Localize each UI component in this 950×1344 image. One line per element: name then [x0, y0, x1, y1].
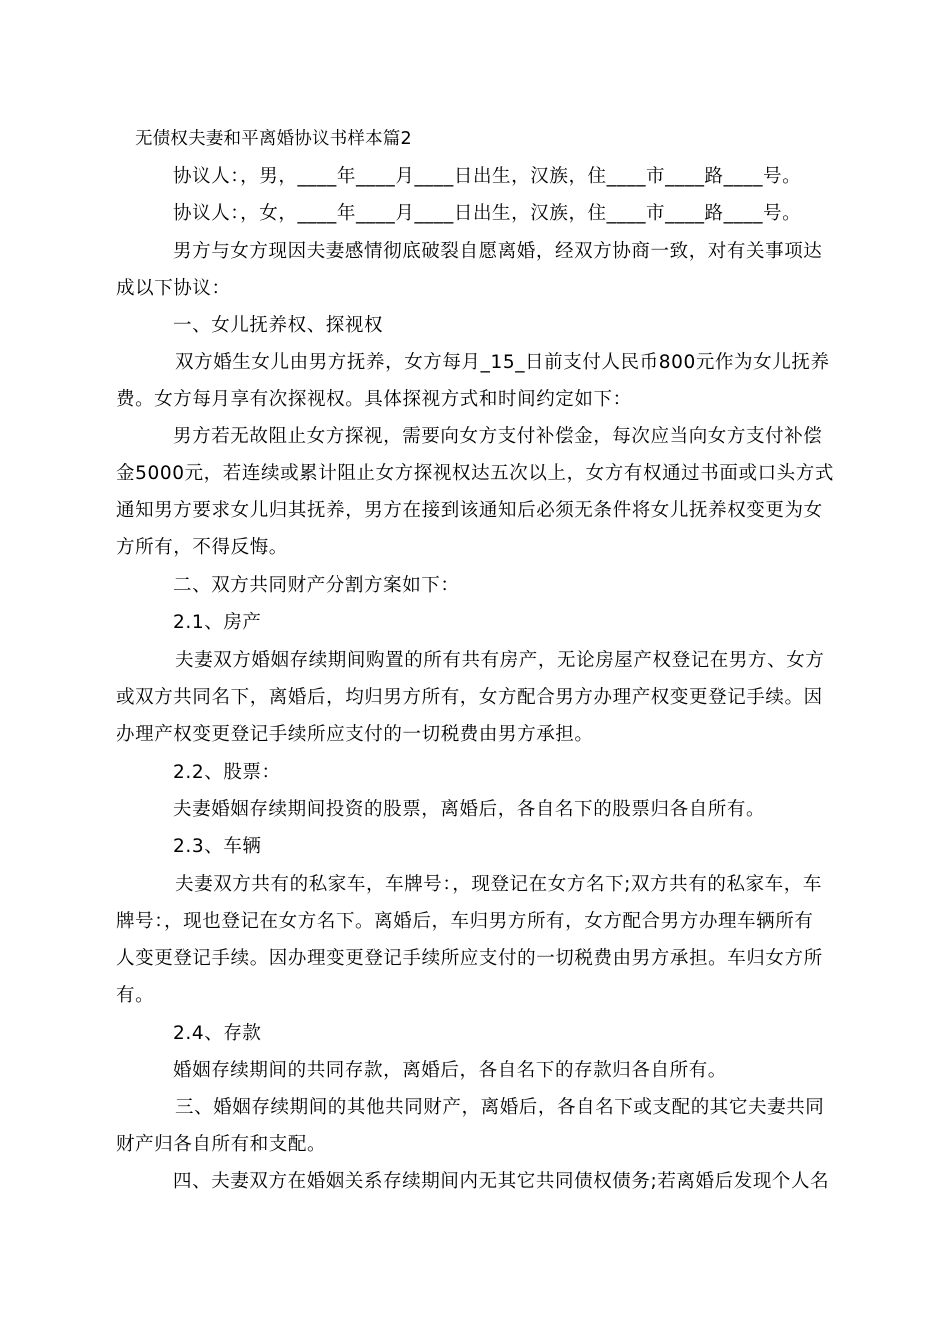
paragraph-line: 夫妻双方婚姻存续期间购置的所有共有房产，无论房屋产权登记在男方、女方	[175, 650, 825, 671]
paragraph-line: 人变更登记手续。因办理变更登记手续所应支付的一切税费由男方承担。车归女方所	[116, 948, 823, 969]
paragraph-line: 或双方共同名下，离婚后，均归男方所有，女方配合男方办理产权变更登记手续。因	[116, 687, 823, 708]
paragraph-line: 有。	[116, 985, 155, 1006]
paragraph-line: 男方与女方现因夫妻感情彻底破裂自愿离婚，经双方协商一致，对有关事项达	[173, 241, 823, 262]
paragraph-line: 牌号：，现也登记在女方名下。离婚后，车归男方所有，女方配合男方办理车辆所有	[116, 911, 814, 932]
paragraph-line: 费。女方每月享有次探视权。具体探视方式和时间约定如下：	[116, 389, 632, 410]
paragraph-line: 通知男方要求女儿归其抚养，男方在接到该通知后必须无条件将女儿抚养权变更为女	[116, 500, 823, 521]
paragraph-line: 方所有，不得反悔。	[116, 537, 288, 558]
paragraph-line: 金5000元，若连续或累计阻止女方探视权达五次以上，女方有权通过书面或口头方式	[116, 463, 834, 484]
section-heading: 四、夫妻双方在婚姻关系存续期间内无其它共同债权债务;若离婚后发现个人名	[173, 1171, 830, 1192]
subsection-heading: 2.4、存款	[173, 1023, 262, 1044]
paragraph-line: 财产归各自所有和支配。	[116, 1134, 327, 1155]
paragraph-line: 男方若无故阻止女方探视，需要向女方支付补偿金，每次应当向女方支付补偿	[173, 426, 823, 447]
section-heading: 三、婚姻存续期间的其他共同财产，离婚后，各自名下或支配的其它夫妻共同	[175, 1097, 825, 1118]
paragraph-line: 协议人：，女，____年____月____日出生，汉族，住____市____路____号。	[173, 203, 802, 224]
paragraph-line: 成以下协议：	[116, 278, 231, 299]
subsection-heading: 2.1、房产	[173, 612, 262, 633]
paragraph-line: 夫妻双方共有的私家车，车牌号：，现登记在女方名下;双方共有的私家车，车	[175, 874, 822, 895]
section-heading: 一、女儿抚养权、探视权	[173, 315, 384, 336]
subsection-heading: 2.3、车辆	[173, 836, 262, 857]
paragraph-line: 夫妻婚姻存续期间投资的股票，离婚后，各自名下的股票归各自所有。	[173, 799, 766, 820]
paragraph-line: 婚姻存续期间的共同存款，离婚后，各自名下的存款归各自所有。	[173, 1060, 727, 1081]
paragraph-line: 办理产权变更登记手续所应支付的一切税费由男方承担。	[116, 724, 594, 745]
paragraph-line: 双方婚生女儿由男方抚养，女方每月_15_日前支付人民币800元作为女儿抚养	[175, 352, 830, 373]
subsection-heading: 2.2、股票：	[173, 762, 281, 783]
document-title: 无债权夫妻和平离婚协议书样本篇2	[135, 129, 412, 149]
paragraph-line: 协议人：，男，____年____月____日出生，汉族，住____市____路____号。	[173, 166, 802, 187]
section-heading: 二、双方共同财产分割方案如下：	[173, 575, 460, 596]
